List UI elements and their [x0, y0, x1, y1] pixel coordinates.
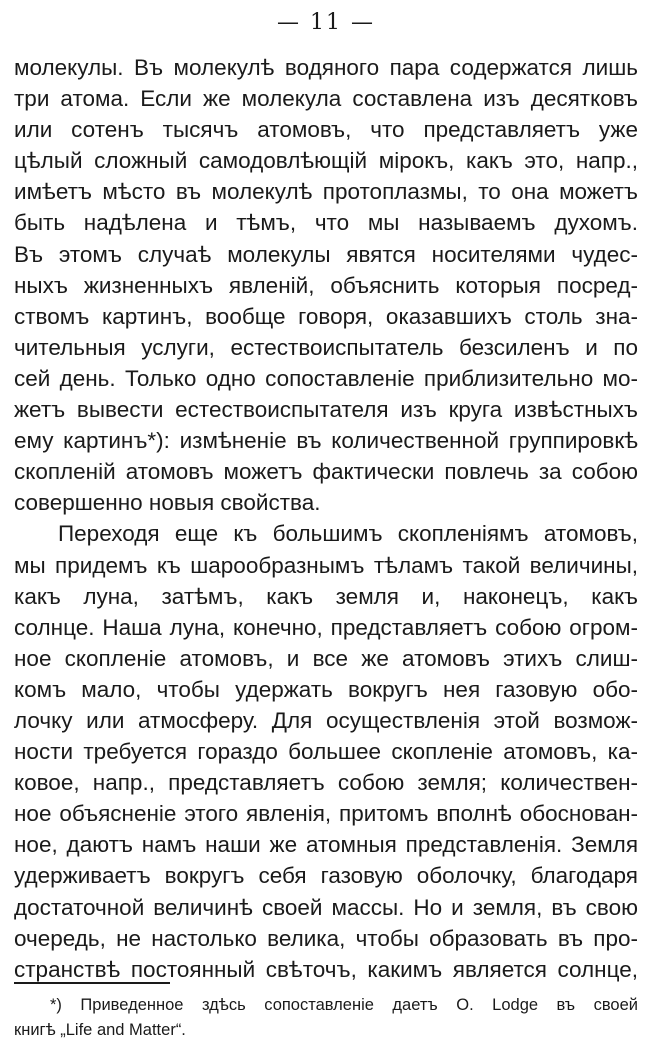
text-line: быть надѣлена и тѣмъ, что мы называемъ духомъ. — [14, 210, 638, 236]
text-line: солнце. Наша луна, конечно, представляетъ собою огром- — [14, 614, 638, 640]
text-line: сей день. Только одно сопоставленіе приблизительно мо- — [14, 365, 638, 391]
text-line: достаточной величинѣ своей массы. Но и земля, въ свою — [14, 894, 638, 920]
text-line: Въ этомъ случаѣ молекулы явятся носителями чудес- — [14, 241, 638, 267]
text-line: какъ луна, затѣмъ, какъ земля и, наконецъ, какъ — [14, 583, 638, 609]
text-line: ковое, напр., представляетъ собою земля; количествен- — [14, 770, 638, 796]
text-line: ему картинъ*): измѣненіе въ количественной группировкѣ — [14, 428, 638, 454]
text-line: ное объясненіе этого явленія, притомъ вполнѣ обоснован- — [14, 801, 638, 827]
body-text — [14, 52, 638, 985]
footnote-line: *) Приведенное здѣсь сопоставленіе даетъ O. Lodge въ своей — [50, 996, 638, 1014]
text-line: три атома. Если же молекула составлена изъ десятковъ — [14, 86, 638, 112]
text-line: скопленій атомовъ можетъ фактически повлечь за собою — [14, 459, 638, 485]
text-line: Переходя еще къ большимъ скопленіямъ атомовъ, — [58, 521, 638, 547]
text-line: жетъ вывести естествоиспытателя изъ круга извѣстныхъ — [14, 397, 638, 423]
text-line: чительныя услуги, естествоиспытатель безсиленъ и по — [14, 334, 638, 360]
text-line: или сотенъ тысячъ атомовъ, что представляетъ уже — [14, 117, 638, 143]
text-line: лочку или атмосферу. Для осуществленія этой возмож- — [14, 707, 638, 733]
text-line: ности требуется гораздо большее скопленіе атомовъ, ка- — [14, 739, 638, 765]
text-line: ныхъ жизненныхъ явленій, объяснить которыя посред- — [14, 272, 638, 298]
text-line: ное, даютъ намъ наши же атомныя представленія. Земля — [14, 832, 638, 858]
text-line: имѣетъ мѣсто въ молекулѣ протоплазмы, то она можетъ — [14, 179, 638, 205]
text-line: ствомъ картинъ, вообще говоря, оказавшихъ столь зна- — [14, 303, 638, 329]
text-line: ное скопленіе атомовъ, и все же атомовъ этихъ слиш- — [14, 645, 638, 671]
text-line: молекулы. Въ молекулѣ водяного пара содержатся лишь — [14, 55, 638, 80]
footnote — [14, 993, 638, 1043]
text-line: очередь, не настолько велика, чтобы образовать въ про- — [14, 925, 638, 951]
text-line: удерживаетъ вокругъ себя газовую оболочку, благодаря — [14, 863, 638, 889]
text-line: странствѣ постоянный свѣточъ, какимъ является солнце, — [14, 956, 638, 982]
text-line: мы придемъ къ шарообразнымъ тѣламъ такой величины, — [14, 552, 638, 578]
text-line: цѣлый сложный самодовлѣющій мірокъ, какъ это, напр., — [14, 148, 638, 174]
footnote-divider — [14, 982, 170, 984]
text-line: комъ мало, чтобы удержать вокругъ нея газовую обо- — [14, 676, 638, 702]
text-line: совершенно новыя свойства. — [14, 490, 321, 516]
footnote-line: книгѣ „Life and Matter“. — [14, 1021, 186, 1039]
page-number: — 11 — — [277, 10, 375, 35]
